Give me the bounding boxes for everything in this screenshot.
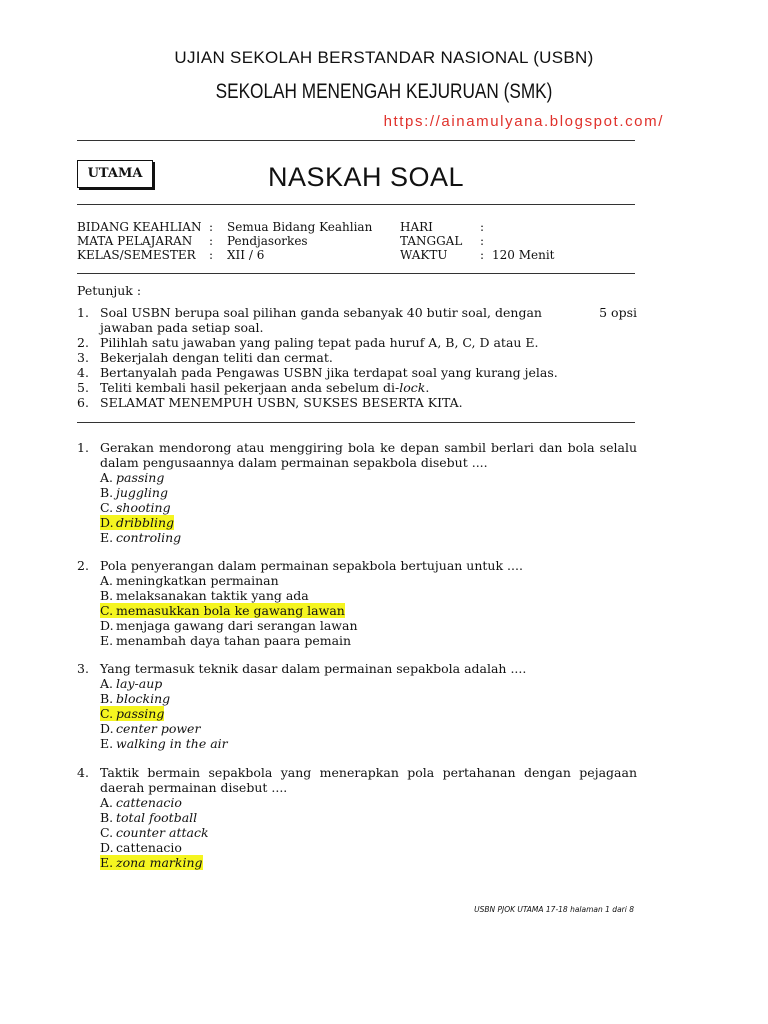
answer-option <box>77 855 637 870</box>
question-text: Taktik bermain sepakbola yang menerapkan pola pertahanan dengan pejagaan daerah permainan disebut .... <box>100 765 637 795</box>
item-number: 1. <box>77 305 89 320</box>
page-footer: USBN PJOK UTAMA 17-18 halaman 1 dari 8 <box>474 905 634 914</box>
option-letter: D. <box>100 515 114 530</box>
exam-title: UJIAN SEKOLAH BERSTANDAR NASIONAL (USBN) <box>174 48 594 67</box>
option-letter: C. <box>100 603 114 618</box>
answer-option <box>77 691 637 706</box>
blog-url-link[interactable]: https://ainamulyana.blogspot.com/ <box>383 113 664 130</box>
answer-option <box>77 485 637 500</box>
question-item <box>77 765 637 870</box>
info-sep: : <box>480 220 485 234</box>
option-text: cattenacio <box>116 840 182 855</box>
item-text: jawaban pada setiap soal. <box>100 320 264 335</box>
option-letter: D. <box>100 840 114 855</box>
info-label: KELAS/SEMESTER <box>77 248 196 262</box>
list-item <box>77 320 637 335</box>
answer-option <box>77 795 637 810</box>
item-number: 4. <box>77 365 89 380</box>
question-text: Pola penyerangan dalam permainan sepakbola bertujuan untuk .... <box>100 558 523 573</box>
option-letter: E. <box>100 530 114 545</box>
item-number: 2. <box>77 335 89 350</box>
page-title: NASKAH SOAL <box>268 162 465 192</box>
item-text: Bekerjalah dengan teliti dan cermat. <box>100 350 333 365</box>
option-letter: A. <box>100 470 114 485</box>
option-letter: E. <box>100 736 114 751</box>
option-letter: E. <box>100 855 114 870</box>
divider <box>77 204 635 205</box>
answer-option <box>77 721 637 736</box>
info-label: TANGGAL <box>400 234 463 248</box>
option-letter: C. <box>100 500 114 515</box>
option-text: blocking <box>116 691 171 706</box>
list-item <box>77 335 637 350</box>
answer-option <box>77 530 637 545</box>
option-letter: D. <box>100 721 114 736</box>
answer-option <box>77 706 637 721</box>
option-letter: D. <box>100 618 114 633</box>
list-item <box>77 305 637 320</box>
item-text-italic: lock <box>399 380 426 395</box>
option-text-answer: memasukkan bola ke gawang lawan <box>116 603 345 618</box>
info-sep: : <box>480 234 485 248</box>
info-value: Pendjasorkes <box>227 234 308 248</box>
item-text: Soal USBN berupa soal pilihan ganda sebanyak 40 butir soal, dengan <box>100 305 542 320</box>
info-sep: : <box>209 234 214 248</box>
option-text: center power <box>116 721 201 736</box>
option-text: shooting <box>116 500 171 515</box>
item-text: . <box>425 380 430 395</box>
item-text: Teliti kembali hasil pekerjaan anda sebelum di- <box>100 380 400 395</box>
instructions <box>77 283 637 410</box>
answer-option <box>77 603 637 618</box>
option-text: walking in the air <box>116 736 228 751</box>
item-text: SELAMAT MENEMPUH USBN, SUKSES BESERTA KITA. <box>100 395 463 410</box>
answer-option <box>77 515 637 530</box>
option-text: menambah daya tahan paara pemain <box>116 633 352 648</box>
list-item <box>77 365 637 380</box>
option-letter: E. <box>100 633 114 648</box>
list-item <box>77 380 637 395</box>
info-sep: : <box>209 220 214 234</box>
question-number: 4. <box>77 765 89 780</box>
answer-option <box>77 618 637 633</box>
option-text: cattenacio <box>116 795 182 810</box>
question-number: 2. <box>77 558 89 573</box>
item-text: 5 opsi <box>599 305 637 320</box>
option-letter: C. <box>100 706 114 721</box>
item-number: 6. <box>77 395 89 410</box>
question-number: 3. <box>77 661 89 676</box>
option-text: total football <box>116 810 198 825</box>
info-value: 120 Menit <box>492 248 555 262</box>
divider <box>77 273 635 274</box>
option-text-answer: passing <box>116 706 165 721</box>
option-letter: B. <box>100 588 114 603</box>
info-label: MATA PELAJARAN <box>77 234 193 248</box>
answer-option <box>77 810 637 825</box>
option-text: menjaga gawang dari serangan lawan <box>116 618 358 633</box>
question-text: Gerakan mendorong atau menggiring bola ke depan sambil berlari dan bola selalu dalam pengusaannya dalam permainan sepakbola disebut .... <box>100 440 637 470</box>
list-item <box>77 395 637 410</box>
status-badge: UTAMA <box>77 160 153 188</box>
answer-option <box>77 840 637 855</box>
option-text: juggling <box>116 485 168 500</box>
info-label: HARI <box>400 220 433 234</box>
answer-option <box>77 633 637 648</box>
option-letter: A. <box>100 676 114 691</box>
answer-option <box>77 573 637 588</box>
list-item <box>77 350 637 365</box>
option-letter: A. <box>100 795 114 810</box>
option-letter: A. <box>100 573 114 588</box>
school-title: SEKOLAH MENENGAH KEJURUAN (SMK) <box>215 80 553 103</box>
option-text: controling <box>116 530 182 545</box>
option-text: passing <box>116 470 165 485</box>
option-text: counter attack <box>116 825 209 840</box>
info-sep: : <box>209 248 214 262</box>
option-text: lay-aup <box>116 676 163 691</box>
info-value: XII / 6 <box>227 248 265 262</box>
instructions-heading: Petunjuk : <box>77 283 142 298</box>
answer-option <box>77 588 637 603</box>
option-letter: C. <box>100 825 114 840</box>
answer-option <box>77 470 637 485</box>
item-number: 5. <box>77 380 89 395</box>
option-letter: B. <box>100 485 114 500</box>
option-letter: B. <box>100 691 114 706</box>
answer-option <box>77 676 637 691</box>
question-text: Yang termasuk teknik dasar dalam permainan sepakbola adalah .... <box>100 661 527 676</box>
question-item <box>77 661 637 751</box>
question-item <box>77 558 637 648</box>
option-text: meningkatkan permainan <box>116 573 279 588</box>
answer-option <box>77 825 637 840</box>
item-text: Bertanyalah pada Pengawas USBN jika terdapat soal yang kurang jelas. <box>100 365 558 380</box>
divider <box>77 140 635 141</box>
info-value: Semua Bidang Keahlian <box>227 220 373 234</box>
item-number: 3. <box>77 350 89 365</box>
item-text: Pilihlah satu jawaban yang paling tepat pada huruf A, B, C, D atau E. <box>100 335 539 350</box>
option-text-answer: zona marking <box>116 855 203 870</box>
option-text-answer: dribbling <box>116 515 175 530</box>
option-text: melaksanakan taktik yang ada <box>116 588 309 603</box>
option-letter: B. <box>100 810 114 825</box>
divider <box>77 422 635 423</box>
question-item <box>77 440 637 545</box>
answer-option <box>77 500 637 515</box>
answer-option <box>77 736 637 751</box>
info-sep: : <box>480 248 485 262</box>
info-label: WAKTU <box>400 248 448 262</box>
info-label: BIDANG KEAHLIAN <box>77 220 202 234</box>
question-number: 1. <box>77 440 89 455</box>
